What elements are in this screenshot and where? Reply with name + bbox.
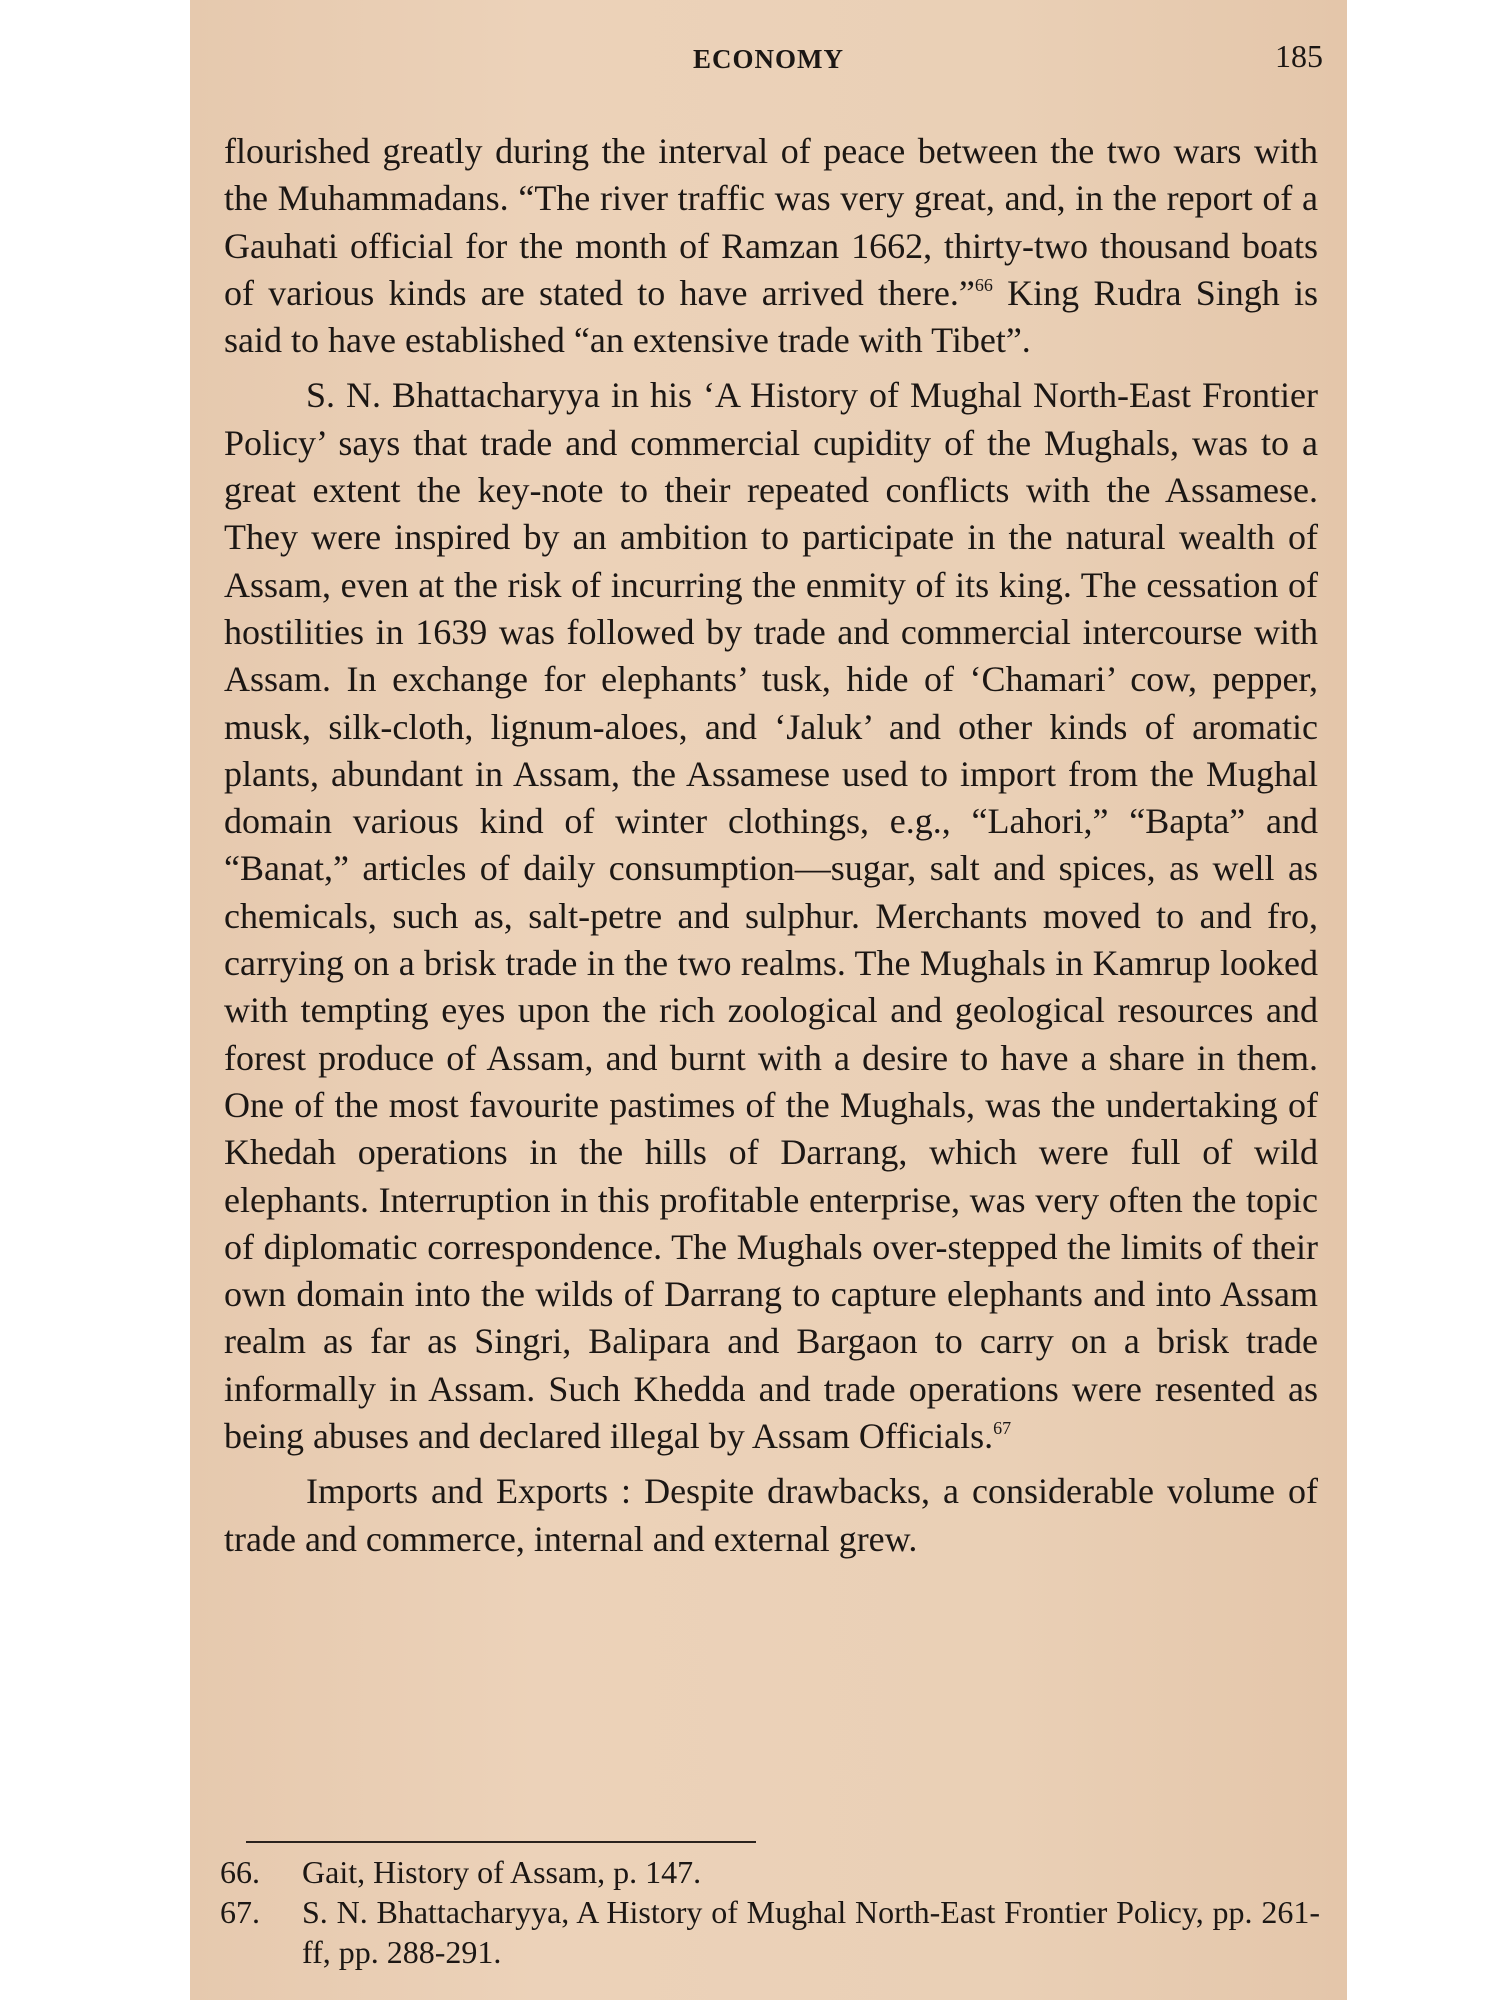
footnote-number: 67.: [220, 1894, 260, 1930]
footnote-ref-67: 67: [993, 1418, 1012, 1439]
page-number: 185: [1275, 38, 1323, 74]
paragraph-2: [224, 372, 1318, 1460]
footnote-number: 66.: [220, 1854, 260, 1890]
paragraph-3: [224, 1468, 1318, 1563]
footnote-text: S. N. Bhattacharyya, A History of Mughal North-East Frontier Policy, pp. 261-ff, pp. 288-291.: [302, 1894, 1320, 1970]
footnote-66: [220, 1852, 1320, 1892]
footnote-67: [220, 1892, 1320, 1972]
paragraph-3-text: Imports and Exports : Despite drawbacks, a considerable volume of trade and commerce, internal and external grew.: [224, 1471, 1318, 1559]
paragraph-2-text: S. N. Bhattacharyya in his ‘A History of Mughal North-East Frontier Policy’ says that trade and commercial cupidity of the Mughals, was to a great extent the key-note to their repeated conflicts with the Assamese. They were inspired by an ambition to participate in the natural wealth of Assam, even at the risk of incurring the enmity of its king. The cessation of hostilities in 1639 was followed by trade and commercial intercourse with Assam. In exchange for elephants’ tusk, hide of ‘Chamari’ cow, pepper, musk, silk-cloth, lignum-aloes, and ‘Jaluk’ and other kinds of aromatic plants, abundant in Assam, the Assamese used to import from the Mughal domain various kind of winter clothings, e.g., “Lahori,” “Bapta” and “Banat,” articles of daily consumption—sugar, salt and spices, as well as chemicals, such as, salt-petre and sulphur. Merchants moved to and fro, carrying on a brisk trade in the two realms. The Mughals in Kamrup looked with tempting eyes upon the rich zoological and geological resources and forest produce of Assam, and burnt with a desire to have a share in them. One of the most favourite pastimes of the Mughals, was the undertaking of Khedah operations in the hills of Darrang, which were full of wild elephants. Interruption in this profitable enterprise, was very often the topic of diplomatic correspondence. The Mughals over-stepped the limits of their own domain into the wilds of Darrang to capture elephants and into Assam realm as far as Singri, Balipara and Bargaon to carry on a brisk trade informally in Assam. Such Khedda and trade operations were resented as being abuses and declared illegal by Assam Officials.: [224, 375, 1318, 1457]
book-page: [190, 0, 1347, 2000]
footnote-text: Gait, History of Assam, p. 147.: [302, 1854, 702, 1890]
footnotes: [220, 1852, 1320, 1972]
footnote-ref-66: 66: [974, 274, 993, 295]
running-head: [190, 38, 1347, 82]
body-text: [224, 128, 1318, 1563]
running-title: ECONOMY: [693, 44, 844, 74]
paragraph-1-tail: King Rudra Singh is said to have established “an extensive trade with Tibet”.: [224, 272, 1319, 361]
paragraph-1: [224, 128, 1318, 364]
paragraph-1-text: flourished greatly during the interval of peace between the two wars with the Muhammadans. “The river traffic was very great, and, in the report of a Gauhati official for the month of Ramzan 1662, thirty-two thousand boats of various kinds are stated to have arrived there.”: [224, 131, 1318, 313]
footnote-divider: [246, 1841, 756, 1843]
